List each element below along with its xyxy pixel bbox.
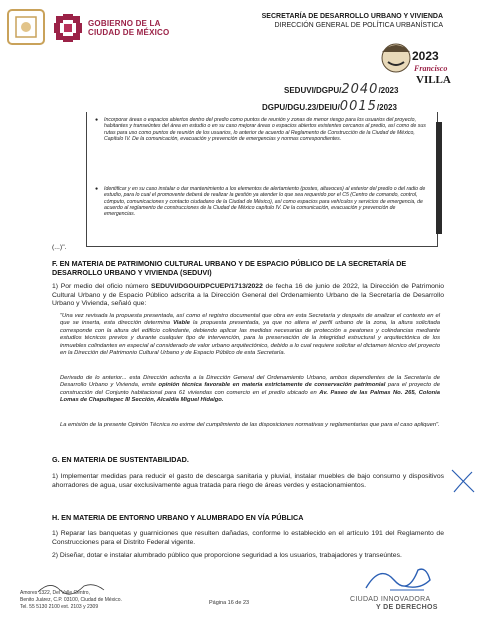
- box-side-marker: [436, 122, 442, 234]
- section-f-heading: F. EN MATERIA DE PATRIMONIO CULTURAL URBANO Y DE ESPACIO PÚBLICO DE LA SECRETARÍA DE DESARROLLO URBANO Y VIVIENDA (SEDUVI): [52, 259, 407, 277]
- handwritten-number-2: 0015: [339, 99, 377, 114]
- bottom-signature: [360, 560, 440, 596]
- section-f-quote-2: Derivado de lo anterior... esta Dirección adscrita a la Dirección General del Ordenamiento Urbano, ambos dependientes de la Secretaría de Desarrollo Urbano y Vivienda, emite opinión técnica favorable en materia estrictamente de conservación patrimonial para el proyecto de construcción del Conjunto habitacional para 61 viviendas con comercio en el predio ubicado en Av. Paseo de las Palmas No. 265, Colonia Lomas de Chapultepec III Sección, Alcaldía Miguel Hidalgo.: [60, 375, 440, 404]
- badge-name2: VILLA: [416, 74, 451, 86]
- section-f-quote-3: La emisión de la presente Opinión Técnica no exime del cumplimiento de las disposiciones normativas y reglamentarias que para el caso apliquen".: [60, 422, 440, 428]
- section-f-quote-1: "Una vez revisada la propuesta presentada, así como el registro documental que obra en esta Secretaría y después de analizar el contexto en el que se inserta, esta dirección determina Viable la propuesta presentada, ya que no altera el perfil urbano de la zona, la altura solicitada corresponde con la altura del edificio colindante, debiendo aplicar las medidas necesarias de protección a peatones y colindancias mediante estudios técnicos previos y durante cualquier tipo de intervención, para la preservación de la integridad estructural y arquitectónica de los inmuebles colindantes en especial al considerado de valor urbano arquitectónico, debido a lo cual requiere solicitar el dictamen técnico del proyecto en la Dirección del Patrimonio Cultural Urbano y de Espacio Público de esta Secretaría.: [60, 313, 440, 357]
- section-f-paragraph-1: 1) Por medio del oficio número SEDUVI/DGOU/DPCUEP/1713/2022 de fecha 16 de junio de 2022, la Dirección de Patrimonio Cultural Urbano y de Espacio Público adscrita a la Dirección General del Ordenamiento Urbano de la Secretaría de Desarrollo Urbano y Vivienda, señaló que:: [52, 283, 444, 307]
- bullet-item-2: ● Identificar y en su caso instalar o dar mantenimiento a los elementos de alertamiento (postes, altavoces) al exterior del predio o del radio de estudio, para lo cual el promovente deberá de realizar la gestión ya atender lo que sea requerido por el C5 (Centro de comando, control, cómputo, comunicaciones y contacto ciudadano de la Ciudad de México), así como espacios para vehículos y servicios de emergencia, de acuerdo al reglamento de construcciones de la Ciudad de México capítulo IV. De la comunicación, evacuación y prevención de emergencias.: [95, 186, 426, 218]
- margin-signature-mark: [448, 466, 478, 496]
- section-h-paragraph-2: 2) Diseñar, dotar e instalar alumbrado público que proporcione seguridad a los usuarios, trabajadores y transeúntes.: [52, 552, 402, 559]
- secretaria-name: SECRETARÍA DE DESARROLLO URBANO Y VIVIENDA: [261, 13, 443, 20]
- government-name: GOBIERNO DE LA CIUDAD DE MÉXICO: [88, 19, 170, 37]
- badge-name1: Francisco: [414, 64, 448, 73]
- footer-motto: CIUDAD INNOVADORA Y DE DERECHOS: [350, 596, 438, 611]
- bullet-dot-icon: ●: [95, 117, 99, 123]
- handwritten-number-1: 2040: [341, 82, 379, 97]
- direccion-name: DIRECCIÓN GENERAL DE POLÍTICA URBANÍSTICA: [274, 22, 443, 29]
- section-g-paragraph-1: 1) Implementar medidas para reducir el gasto de descarga sanitaria y pluvial, instalar muebles de bajo consumo y dispositivos ahorradores de agua, usar exclusivamente agua tratada para riego de áreas verdes y estacionamientos.: [52, 473, 444, 489]
- page-number: Página 16 de 23: [209, 600, 250, 606]
- bullet-item-1: ● Incorporar áreas o espacios abiertos dentro del predio como puntos de reunión y zonas de menor riesgo para los usuarios del proyecto, habitantes y transeúntes del área en estudio o en su caso mejorar áreas o espacios abiertos existentes cercanos al predio, así como de sus rutas para uso como puntos de reunión de los usuarios, lo anterior de acuerdo al Reglamento de Construcción de la Ciudad de México, Capítulo IV. De la comunicación, evacuación y prevención de emergencias y normas correspondientes.: [95, 117, 426, 142]
- cdmx-shield-logo: [6, 8, 46, 46]
- footer-address: Amores 1322, Del Valle Centro, Benito Juárez, C.P. 03100, Ciudad de México. Tel. 55 5130 2100 ext. 2103 y 2309: [20, 590, 122, 610]
- reference-number-1: SEDUVI/DGPU/2040/2023: [284, 82, 399, 97]
- section-h-paragraph-1: 1) Reparar las banquetas y guarniciones que resulten dañadas, conforme lo establecido en el artículo 191 del Reglamento de Construcciones para el Distrito Federal vigente.: [52, 530, 444, 546]
- cdmx-knot-logo: [52, 12, 84, 44]
- badge-year: 2023: [412, 49, 439, 63]
- reference-number-2: DGPU/DGU.23/DEIU/0015/2023: [262, 99, 397, 114]
- ellipsis: (...)".: [52, 244, 67, 251]
- header-secretaria: [262, 12, 443, 30]
- section-g-heading: G. EN MATERIA DE SUSTENTABILIDAD.: [52, 455, 189, 464]
- bullet-dot-icon: ●: [95, 186, 99, 192]
- section-h-heading: H. EN MATERIA DE ENTORNO URBANO Y ALUMBRADO EN VÍA PÚBLICA: [52, 513, 304, 522]
